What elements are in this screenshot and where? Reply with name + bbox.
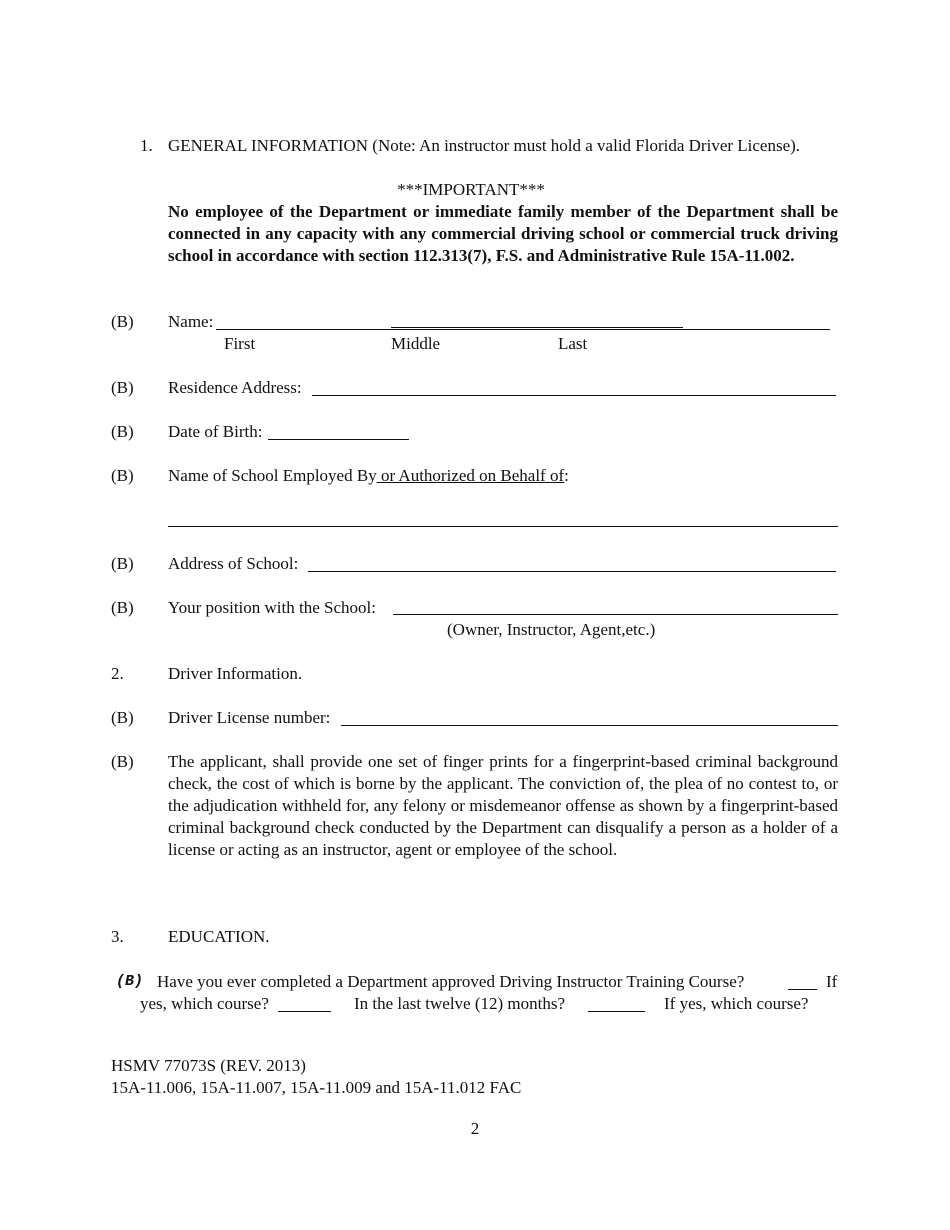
- fingerprint-paragraph: The applicant, shall provide one set of finger prints for a fingerprint-based criminal background check, the cost of which is borne by the applicant. The conviction of, the plea of no contest to, or the adjudication withheld for, any felony or misdemeanor offense as shown by a fingerprint-based criminal background check conducted by the Department can disqualify a person as a holder of a license or acting as an instructor, agent or employee of the school.: [168, 752, 838, 859]
- dob-input[interactable]: [268, 439, 409, 440]
- school-label: [168, 465, 569, 487]
- form-id: HSMV 77073S (REV. 2013): [111, 1056, 306, 1075]
- marker: (B): [111, 312, 134, 331]
- if-yes-which-course-label: If yes, which course?: [664, 994, 809, 1013]
- marker: (B): [111, 752, 134, 771]
- education-question: Have you ever completed a Department approved Driving Instructor Training Course?: [157, 972, 745, 991]
- education-if: If: [826, 972, 838, 991]
- name-middle-caption: Middle: [391, 334, 441, 353]
- last-twelve-months-label: In the last twelve (12) months?: [354, 994, 566, 1013]
- training-course-answer-input[interactable]: [788, 989, 817, 990]
- name-middle-rule: [391, 327, 683, 328]
- marker: (B): [111, 554, 134, 573]
- section-2-number: 2.: [111, 664, 124, 683]
- license-number-input[interactable]: [341, 725, 838, 726]
- page-number: 2: [470, 1119, 480, 1138]
- school-address-input[interactable]: [308, 571, 836, 572]
- marker: (B): [111, 598, 134, 617]
- name-last-caption: Last: [558, 334, 588, 353]
- position-input[interactable]: [393, 614, 838, 615]
- name-input[interactable]: [216, 329, 830, 330]
- residence-address-input[interactable]: [312, 395, 836, 396]
- name-label: Name:: [168, 312, 214, 331]
- section-2-heading: Driver Information.: [168, 664, 303, 683]
- residence-label: Residence Address:: [168, 378, 302, 397]
- section-3-number: 3.: [111, 927, 124, 946]
- license-label: Driver License number:: [168, 708, 331, 727]
- education-marker: (B): [116, 973, 144, 990]
- position-label: Your position with the School:: [168, 598, 376, 617]
- last-twelve-months-input[interactable]: [588, 1011, 645, 1012]
- name-first-caption: First: [224, 334, 256, 353]
- position-hint: (Owner, Instructor, Agent,etc.): [447, 620, 656, 639]
- marker: (B): [111, 378, 134, 397]
- dob-label: Date of Birth:: [168, 422, 263, 441]
- section-1-number: 1.: [140, 136, 153, 155]
- which-course-label: yes, which course?: [140, 994, 269, 1013]
- school-name-input[interactable]: [168, 526, 838, 527]
- school-label-part3: :: [564, 466, 569, 485]
- rule-citations: 15A-11.006, 15A-11.007, 15A-11.009 and 15A-11.012 FAC: [111, 1078, 522, 1097]
- marker: (B): [111, 422, 134, 441]
- important-heading: ***IMPORTANT***: [397, 180, 545, 199]
- school-label-part1: Name of School Employed By: [168, 466, 377, 485]
- marker: (B): [111, 708, 134, 727]
- section-1-heading: GENERAL INFORMATION (Note: An instructor must hold a valid Florida Driver License).: [168, 136, 801, 155]
- conflict-notice: No employee of the Department or immediate family member of the Department shall be connected in any capacity with any commercial driving school or commercial truck driving school in accordance with section 112.313(7), F.S. and Administrative Rule 15A-11.002.: [168, 202, 838, 265]
- marker: (B): [111, 466, 134, 485]
- which-course-input[interactable]: [278, 1011, 331, 1012]
- school-address-label: Address of School:: [168, 554, 299, 573]
- section-3-heading: EDUCATION.: [168, 927, 270, 946]
- school-label-part2: or Authorized on Behalf of: [376, 466, 565, 485]
